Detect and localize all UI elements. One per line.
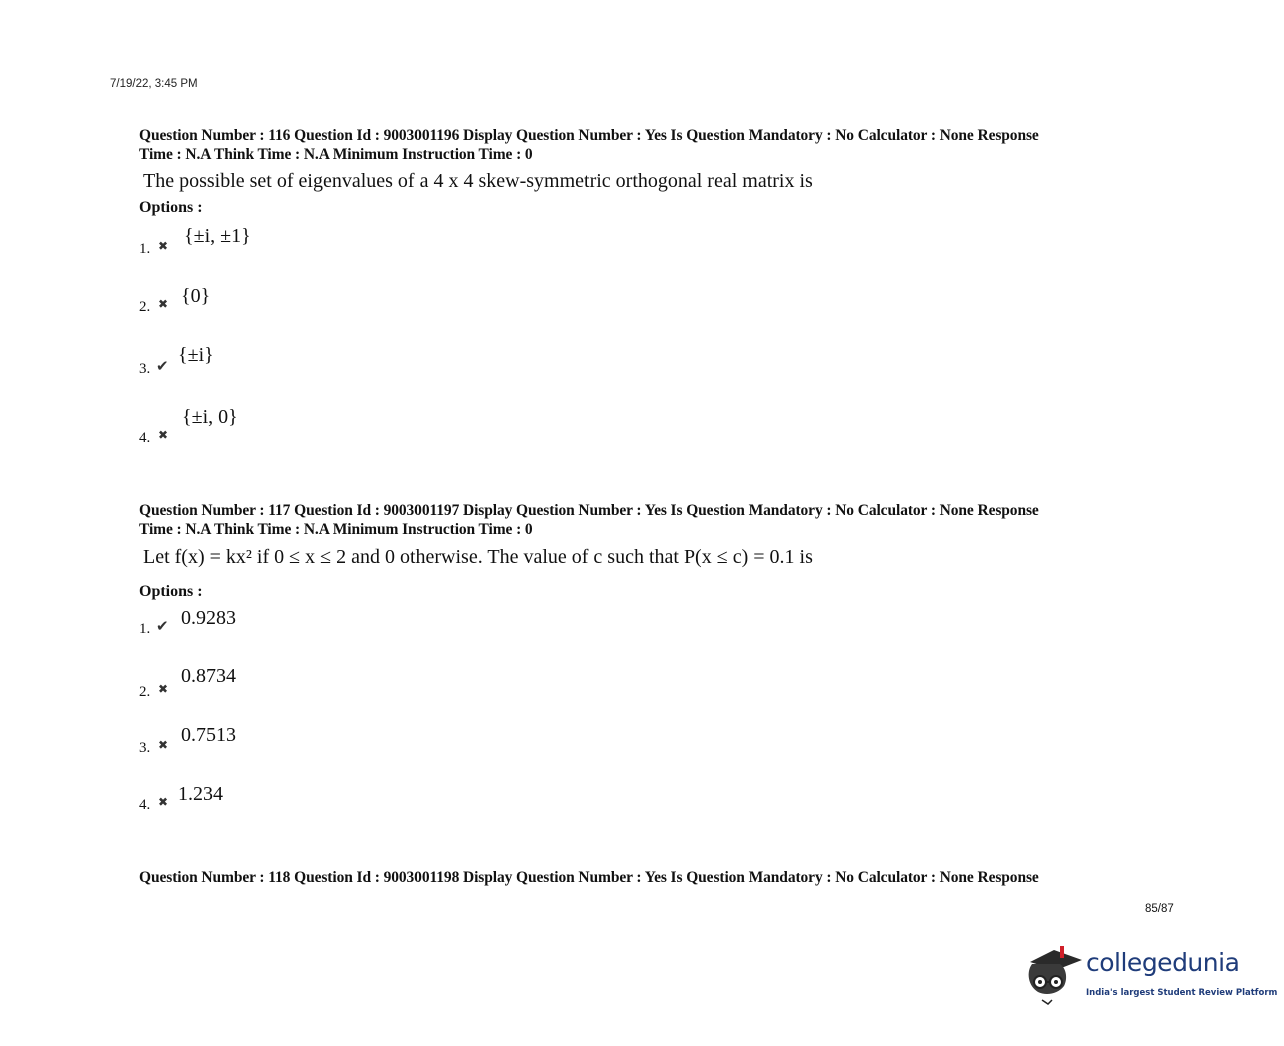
option-number: 2.	[139, 684, 151, 700]
question-text: The possible set of eigenvalues of a 4 x 4 skew-symmetric orthogonal real matrix is	[143, 170, 813, 192]
cross-icon: ✖	[158, 239, 169, 253]
option-number: 1.	[139, 241, 151, 257]
check-icon: ✔	[156, 617, 169, 635]
cross-icon: ✖	[158, 682, 169, 696]
question-meta-line2: Time : N.A Think Time : N.A Minimum Instruction Time : 0	[139, 521, 533, 538]
option-number: 1.	[139, 621, 151, 637]
option-value: 0.9283	[181, 607, 236, 629]
option-number: 3.	[139, 740, 151, 756]
option-value: {±i, ±1}	[184, 225, 251, 247]
option-value: 1.234	[178, 783, 223, 805]
page-number: 85/87	[1145, 903, 1174, 915]
option-value: {±i}	[178, 344, 214, 366]
check-icon: ✔	[156, 357, 169, 375]
logo-tagline: India's largest Student Review Platform	[1086, 988, 1278, 998]
option-value: {±i, 0}	[182, 406, 238, 428]
cross-icon: ✖	[158, 738, 169, 752]
question-text: Let f(x) = kx² if 0 ≤ x ≤ 2 and 0 otherwise. The value of c such that P(x ≤ c) = 0.1 is	[143, 546, 813, 568]
option-value: {0}	[181, 285, 211, 307]
question-meta-line1: Question Number : 116 Question Id : 9003001196 Display Question Number : Yes Is Question Mandatory : No Calculator : None Response	[139, 127, 1039, 144]
option-number: 2.	[139, 299, 151, 315]
logo-wordmark: collegedunia	[1086, 948, 1240, 977]
option-number: 4.	[139, 797, 151, 813]
question-meta	[139, 501, 1139, 539]
question-meta-line1: Question Number : 117 Question Id : 9003001197 Display Question Number : Yes Is Question Mandatory : No Calculator : None Response	[139, 502, 1039, 519]
question-meta-line1: Question Number : 118 Question Id : 9003001198 Display Question Number : Yes Is Question Mandatory : No Calculator : None Response	[139, 869, 1039, 886]
collegedunia-logo	[1024, 938, 1278, 1008]
print-timestamp: 7/19/22, 3:45 PM	[110, 78, 198, 90]
options-label: Options :	[139, 583, 203, 600]
option-number: 4.	[139, 430, 151, 446]
question-meta	[139, 868, 1139, 887]
mascot-icon	[1024, 938, 1086, 1008]
cross-icon: ✖	[158, 297, 169, 311]
option-value: 0.7513	[181, 724, 236, 746]
options-label: Options :	[139, 199, 203, 216]
question-meta-line2: Time : N.A Think Time : N.A Minimum Instruction Time : 0	[139, 146, 533, 163]
cross-icon: ✖	[158, 428, 169, 442]
option-number: 3.	[139, 361, 151, 377]
option-value: 0.8734	[181, 665, 236, 687]
question-meta	[139, 126, 1139, 164]
cross-icon: ✖	[158, 795, 169, 809]
